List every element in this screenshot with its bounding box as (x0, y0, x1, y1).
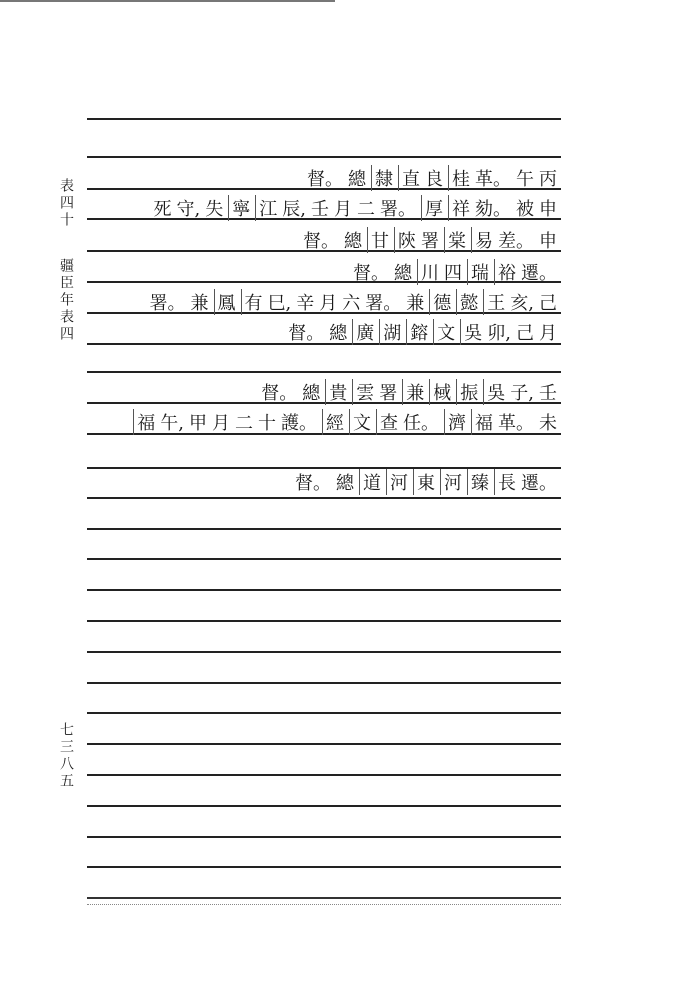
ledger-char: 棫 (429, 379, 451, 405)
ledger-char: 經 (322, 409, 344, 435)
ledger-char: 護。 (281, 413, 317, 434)
ledger-char: 督。 (288, 323, 325, 344)
ledger-char: 申 (539, 199, 557, 220)
ledger-row (128, 407, 557, 437)
ledger-char: 己 (539, 293, 557, 314)
ledger-char: 文 (349, 409, 371, 435)
ledger-char: 易 (471, 227, 493, 253)
ruled-line (87, 620, 561, 622)
ledger-char: 二 (235, 413, 253, 434)
ledger-char: 辰, (282, 199, 306, 220)
margin-book-title: 疆臣年表四 (58, 258, 74, 343)
ledger-char: 吳 (483, 379, 505, 405)
ledger-char: 四 (444, 263, 462, 284)
ledger-char: 辛 (296, 293, 315, 314)
ledger-char: 署。 (365, 293, 402, 314)
ledger-row (256, 377, 557, 407)
ledger-char: 督。 (261, 383, 298, 404)
ruled-line (87, 589, 561, 591)
ledger-char: 河 (440, 469, 462, 495)
ruled-line (87, 866, 561, 868)
ledger-char: 遷。 (521, 263, 557, 284)
ledger-row (348, 257, 557, 287)
ruled-line (87, 651, 561, 653)
ledger-char: 甲 (189, 413, 207, 434)
ledger-char: 差。 (498, 231, 534, 252)
ruled-line (87, 712, 561, 714)
ledger-char: 午, (160, 413, 184, 434)
ledger-char: 督。 (307, 169, 343, 190)
ledger-char: 總 (329, 323, 348, 344)
ledger-char: 被 (516, 199, 534, 220)
margin-table-number: 表四十 (58, 178, 74, 229)
ledger-row (302, 163, 557, 193)
ledger-char: 革。 (498, 413, 534, 434)
ledger-char: 督。 (353, 263, 389, 284)
ledger-char: 署 (379, 383, 398, 404)
ledger-char: 己 (516, 323, 534, 344)
ledger-char: 死 (153, 199, 172, 220)
ledger-char: 廣 (352, 319, 374, 345)
ledger-row (283, 317, 557, 347)
ledger-char: 午 (516, 169, 534, 190)
ledger-char: 十 (258, 413, 276, 434)
ledger-char: 兼 (190, 293, 209, 314)
ledger-char: 江 (255, 195, 277, 221)
ruled-line (87, 118, 561, 120)
ruled-line (87, 156, 561, 158)
ledger-char: 鳳 (214, 289, 236, 315)
ledger-char: 總 (302, 383, 321, 404)
page-number: 七三八五 (58, 722, 74, 790)
ledger-char: 湖 (379, 319, 401, 345)
ledger-char: 巳, (267, 293, 292, 314)
ledger-char: 王 (483, 289, 505, 315)
ledger-row (290, 467, 557, 497)
ledger-row (298, 225, 557, 255)
ledger-char: 二 (357, 199, 375, 220)
ledger-char: 雲 (352, 379, 374, 405)
ledger-char: 子, (510, 383, 534, 404)
ledger-char: 濟 (444, 409, 466, 435)
ledger-char: 六 (342, 293, 361, 314)
ledger-char: 懿 (456, 289, 478, 315)
ruled-line (87, 805, 561, 807)
ledger-char: 臻 (467, 469, 489, 495)
ruled-line (87, 743, 561, 745)
ledger-char: 棠 (444, 227, 466, 253)
ruled-line (87, 528, 561, 530)
ledger-row (145, 287, 557, 317)
ruled-line (87, 371, 561, 373)
ledger-char: 兼 (402, 379, 424, 405)
ledger-char: 有 (241, 289, 263, 315)
ledger-char: 總 (394, 263, 412, 284)
ledger-char: 厚 (421, 195, 443, 221)
ledger-char: 德 (429, 289, 451, 315)
ledger-char: 寧 (228, 195, 250, 221)
ledger-char: 遷。 (521, 473, 557, 494)
ledger-char: 福 (133, 409, 155, 435)
ledger-char: 月 (319, 293, 338, 314)
ruled-line (87, 682, 561, 684)
ledger-char: 祥 (448, 195, 470, 221)
ledger-char: 文 (433, 319, 455, 345)
ledger-char: 福 (471, 409, 493, 435)
ledger-char: 陝 (394, 227, 416, 253)
ledger-char: 總 (344, 231, 362, 252)
ledger-char: 壬 (311, 199, 329, 220)
ledger-table (87, 0, 561, 1000)
ledger-char: 河 (386, 469, 408, 495)
ledger-char: 申 (539, 231, 557, 252)
ledger-char: 署 (421, 231, 439, 252)
ledger-char: 亥, (510, 293, 534, 314)
ledger-char: 吳 (460, 319, 482, 345)
ledger-char: 道 (359, 469, 381, 495)
ledger-char: 東 (413, 469, 435, 495)
ledger-char: 署。 (149, 293, 186, 314)
ledger-char: 壬 (539, 383, 557, 404)
ledger-char: 月 (212, 413, 230, 434)
ledger-row (149, 193, 557, 223)
ledger-char: 月 (334, 199, 352, 220)
ledger-char: 督。 (303, 231, 339, 252)
ledger-char: 鎔 (406, 319, 428, 345)
ledger-char: 丙 (539, 169, 557, 190)
ledger-char: 甘 (367, 227, 389, 253)
ledger-char: 署。 (380, 199, 416, 220)
ledger-char: 卯, (487, 323, 511, 344)
ruled-line (87, 774, 561, 776)
ledger-char: 守, (176, 199, 201, 220)
ledger-char: 瑞 (467, 259, 489, 285)
ledger-char: 月 (539, 323, 557, 344)
ledger-char: 總 (336, 473, 354, 494)
ledger-char: 桂 (448, 165, 470, 191)
ruled-line (87, 497, 561, 499)
ledger-char: 總 (348, 169, 366, 190)
ledger-char: 兼 (406, 293, 425, 314)
ledger-char: 查 (376, 409, 398, 435)
ruled-line (87, 897, 561, 899)
ledger-char: 貴 (325, 379, 347, 405)
ruled-line (87, 836, 561, 838)
ledger-char: 革。 (475, 169, 511, 190)
ledger-char: 隸 (371, 165, 393, 191)
ledger-char: 任。 (403, 413, 439, 434)
ledger-char: 裕 (494, 259, 516, 285)
ledger-char: 川 (417, 259, 439, 285)
ledger-char: 良 (425, 169, 443, 190)
ledger-char: 長 (494, 469, 516, 495)
ledger-char: 劾。 (475, 199, 511, 220)
ruled-line (87, 558, 561, 560)
ledger-char: 未 (539, 413, 557, 434)
ledger-char: 直 (398, 165, 420, 191)
ledger-char: 振 (456, 379, 478, 405)
ledger-char: 失 (205, 199, 224, 220)
bottom-dotted-rule (87, 904, 561, 905)
ledger-char: 督。 (295, 473, 331, 494)
